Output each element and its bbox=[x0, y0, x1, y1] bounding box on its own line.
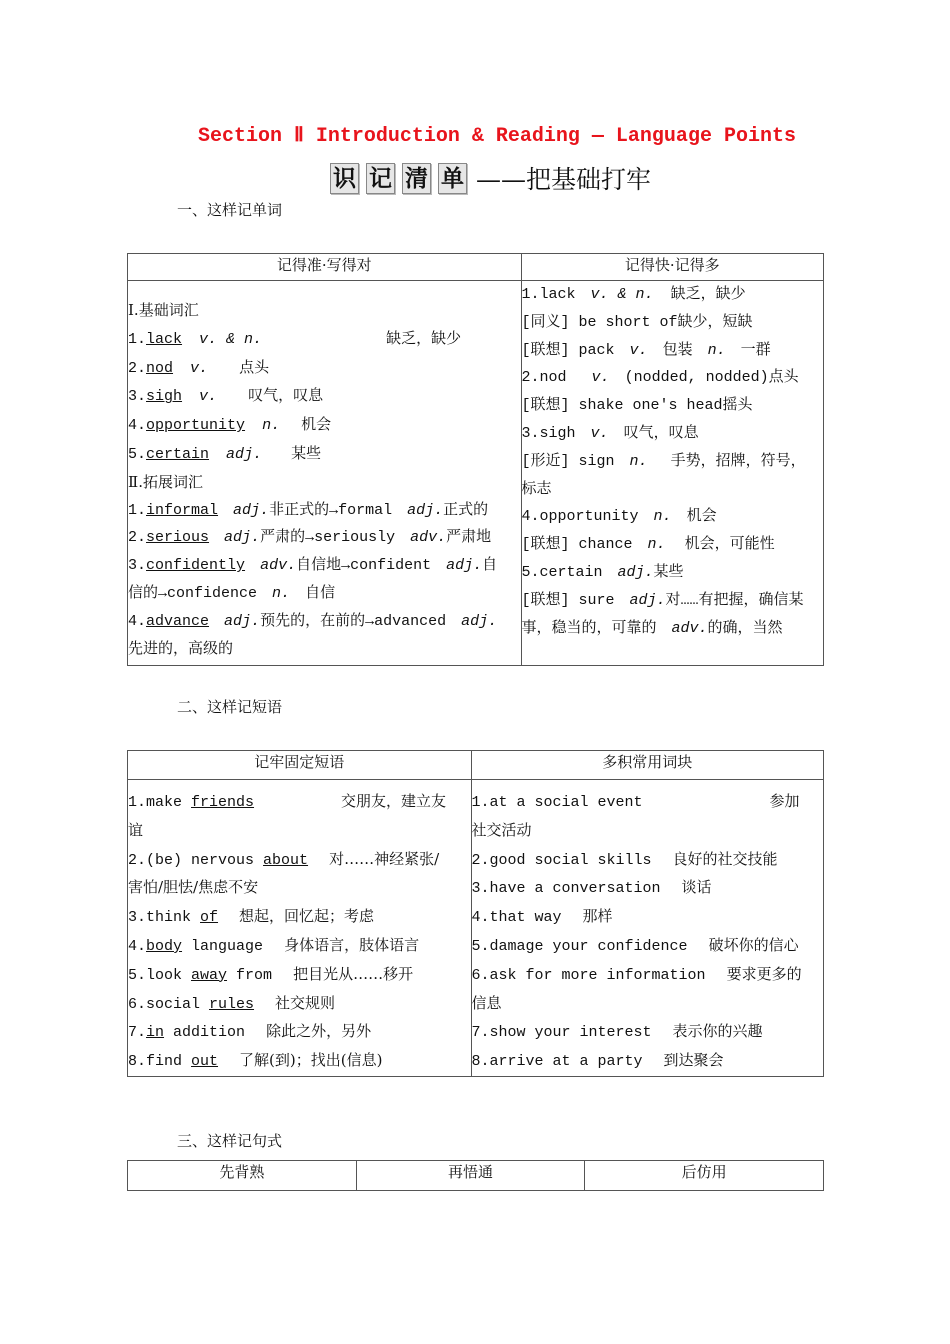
chunk-item bbox=[472, 788, 807, 846]
memo-line bbox=[522, 587, 807, 643]
phrase-item bbox=[128, 1047, 471, 1076]
meaning: 了解(到)；找出(信息) bbox=[239, 1051, 383, 1070]
pos: v. bbox=[190, 359, 209, 377]
meaning: 先进的，高级的 bbox=[128, 640, 234, 658]
meaning: 自信的→confidence bbox=[128, 557, 498, 602]
meaning: 机会 bbox=[686, 508, 717, 526]
ext-heading: Ⅱ.拓展词汇 bbox=[128, 472, 203, 491]
pos: n. bbox=[272, 584, 291, 602]
memo-text: [联想] sure bbox=[521, 591, 615, 609]
memo-line bbox=[522, 559, 824, 587]
phrase-text: from bbox=[227, 966, 273, 984]
meaning: 社交规则 bbox=[275, 993, 336, 1012]
pos: v. bbox=[629, 341, 648, 359]
vocab-col2-header: 记得快·记得多 bbox=[521, 254, 824, 281]
underlined-word: about bbox=[263, 851, 309, 869]
underlined-word: friends bbox=[191, 794, 255, 811]
phrase-table bbox=[127, 750, 824, 1077]
memo-line bbox=[522, 503, 824, 531]
pos: v. bbox=[591, 369, 610, 387]
vocab-item bbox=[128, 354, 521, 383]
meaning: 参加社交活动 bbox=[471, 792, 800, 839]
meaning: 对……神经紧张/害怕/胆怯/焦虑不安 bbox=[128, 849, 440, 897]
section-heading-phrases: 二、这样记短语 bbox=[177, 698, 283, 716]
pos: adj. bbox=[233, 501, 270, 519]
chunk-item bbox=[472, 874, 824, 903]
vocab-item bbox=[128, 552, 504, 608]
memo-line bbox=[522, 420, 824, 448]
meaning: 机会，可能性 bbox=[684, 536, 775, 554]
meaning: 点头 bbox=[239, 357, 270, 376]
meaning: 要求更多的信息 bbox=[471, 964, 802, 1012]
pos: v. & n. bbox=[590, 286, 654, 303]
underlined-word: of bbox=[200, 909, 219, 927]
phrase-item bbox=[128, 932, 471, 961]
phrase-right-cell bbox=[471, 780, 824, 1077]
vocab-item bbox=[128, 608, 504, 664]
memo-line bbox=[522, 337, 824, 365]
memo-line bbox=[522, 448, 807, 504]
sentence-col1-header: 先背熟 bbox=[128, 1161, 357, 1191]
pos: adj. bbox=[629, 591, 666, 609]
phrase-text: 6.social bbox=[128, 995, 210, 1013]
phrase-item bbox=[128, 1018, 471, 1047]
meaning: 缺乏，缺少 bbox=[670, 286, 746, 303]
pos: adj. bbox=[461, 612, 498, 630]
phrase-text: 8.find bbox=[128, 1053, 192, 1071]
item-num: 2. bbox=[128, 359, 147, 377]
chunk-phrase: 6.ask for more information bbox=[471, 966, 706, 984]
pos: n. bbox=[707, 341, 726, 359]
vocab-word: nod bbox=[146, 359, 174, 377]
phrase-item bbox=[128, 788, 454, 846]
chunk-phrase: 7.show your interest bbox=[471, 1024, 652, 1042]
vocab-word: serious bbox=[146, 529, 210, 547]
chunk-item bbox=[472, 903, 824, 932]
meaning: 自信地→confident bbox=[296, 557, 432, 575]
meaning: 除此之外，另外 bbox=[266, 1022, 372, 1041]
memo-text: 5.certain bbox=[521, 563, 603, 581]
memo-text: 2.nod bbox=[521, 369, 567, 387]
phrase-text: addition bbox=[164, 1024, 246, 1042]
meaning: 表示你的兴趣 bbox=[672, 1022, 763, 1041]
phrase-text: 2.(be) nervous bbox=[128, 851, 264, 869]
chunk-phrase: 2.good social skills bbox=[471, 851, 652, 869]
meaning: 想起，回忆起；考虑 bbox=[239, 907, 375, 926]
vocab-word: certain bbox=[146, 445, 210, 463]
meaning: 自信 bbox=[305, 584, 336, 602]
memo-text: [联想] chance bbox=[521, 536, 633, 554]
vocab-word: advance bbox=[146, 612, 210, 630]
vocab-word: informal bbox=[146, 501, 219, 519]
phrase-col2-header: 多积常用词块 bbox=[471, 751, 824, 780]
chunk-item bbox=[472, 1047, 824, 1076]
pos: v. & n. bbox=[199, 330, 263, 348]
meaning: 非正式的→formal bbox=[269, 501, 393, 519]
pos: adv. bbox=[260, 557, 297, 575]
meaning: 的确，当然 bbox=[707, 619, 783, 637]
boxed-char: 单 bbox=[438, 163, 467, 194]
section-heading-sentences: 三、这样记句式 bbox=[177, 1132, 283, 1150]
item-num: 1. bbox=[128, 330, 147, 348]
phrase-item bbox=[128, 903, 471, 932]
memo-line bbox=[522, 281, 824, 309]
meaning: 机会 bbox=[301, 415, 332, 434]
vocab-col1-header: 记得准·写得对 bbox=[128, 254, 522, 281]
sentence-col3-header: 后仿用 bbox=[585, 1161, 824, 1191]
underlined-word: body bbox=[146, 937, 183, 955]
vocab-word: opportunity bbox=[146, 417, 246, 435]
memo-line bbox=[522, 531, 824, 559]
meaning: (nodded, nodded)点头 bbox=[624, 369, 799, 387]
meaning: 叹气，叹息 bbox=[623, 424, 699, 442]
memo-text: [形近] sign bbox=[521, 452, 615, 470]
meaning: 包装 bbox=[662, 341, 693, 359]
phrase-text: 7. bbox=[128, 1024, 147, 1042]
meaning: 良好的社交技能 bbox=[672, 849, 778, 868]
page-title: Section Ⅱ Introduction & Reading — Language Points bbox=[198, 125, 796, 148]
phrase-left-cell bbox=[128, 780, 472, 1077]
pos: adj. bbox=[224, 612, 261, 630]
item-num: 4. bbox=[128, 417, 147, 435]
underlined-word: away bbox=[191, 966, 228, 984]
meaning: 对……有把握，确信某事，稳当的，可靠的 bbox=[521, 591, 804, 637]
vocab-table bbox=[127, 253, 824, 666]
vocab-item bbox=[128, 382, 521, 411]
meaning: 把目光从……移开 bbox=[293, 964, 414, 983]
chunk-item bbox=[472, 1018, 824, 1047]
memo-text: 4.opportunity bbox=[521, 508, 639, 526]
chunk-phrase: 1.at a social event bbox=[471, 794, 643, 811]
underlined-word: out bbox=[191, 1053, 219, 1071]
pos: n. bbox=[647, 536, 666, 554]
meaning: 到达聚会 bbox=[663, 1051, 724, 1070]
vocab-word: confidently bbox=[146, 557, 246, 575]
pos: adj. bbox=[224, 529, 261, 547]
chunk-item bbox=[472, 932, 824, 961]
pos: n. bbox=[262, 417, 281, 435]
pos: v. bbox=[199, 388, 218, 406]
chunk-phrase: 8.arrive at a party bbox=[471, 1053, 643, 1071]
vocab-item bbox=[128, 440, 521, 469]
pos: n. bbox=[629, 452, 648, 470]
underlined-word: rules bbox=[209, 995, 255, 1013]
section-heading-words: 一、这样记单词 bbox=[177, 201, 283, 219]
phrase-item bbox=[128, 990, 471, 1019]
boxed-char: 记 bbox=[366, 163, 395, 194]
item-num: 3. bbox=[128, 388, 147, 406]
memo-line bbox=[522, 364, 824, 392]
chunk-item bbox=[472, 846, 824, 875]
meaning: 严肃的→seriously bbox=[260, 529, 396, 547]
item-num: 3. bbox=[128, 557, 147, 575]
meaning: 手势，招牌，符号，标志 bbox=[521, 452, 806, 498]
phrase-item bbox=[128, 961, 471, 990]
phrase-text: language bbox=[182, 937, 264, 955]
meaning: 一群 bbox=[740, 341, 771, 359]
phrase-text: 1.make bbox=[128, 794, 192, 811]
pos: n. bbox=[653, 508, 672, 526]
item-num: 4. bbox=[128, 612, 147, 630]
sentence-col2-header: 再悟通 bbox=[356, 1161, 585, 1191]
pos: adj. bbox=[617, 563, 654, 581]
meaning: 正式的 bbox=[443, 501, 489, 519]
vocab-left-cell bbox=[128, 281, 522, 666]
meaning: 严肃地 bbox=[446, 529, 492, 547]
vocab-item bbox=[128, 497, 521, 525]
vocab-item bbox=[128, 411, 521, 440]
item-num: 2. bbox=[128, 529, 147, 547]
boxed-char: 清 bbox=[402, 163, 431, 194]
phrase-text: 3.think bbox=[128, 909, 201, 927]
page-subtitle bbox=[330, 160, 651, 196]
phrase-text: 4. bbox=[128, 937, 147, 955]
phrase-item bbox=[128, 846, 454, 904]
vocab-right-cell bbox=[521, 281, 824, 666]
meaning: 预先的，在前的→advanced bbox=[260, 612, 447, 630]
meaning: 那样 bbox=[582, 907, 613, 926]
meaning: 某些 bbox=[653, 563, 684, 581]
chunk-phrase: 3.have a conversation bbox=[471, 880, 661, 898]
phrase-text: 5.look bbox=[128, 966, 192, 984]
memo-line: [同义] be short of缺少，短缺 bbox=[521, 313, 753, 331]
item-num: 1. bbox=[128, 501, 147, 519]
pos: adj. bbox=[407, 501, 444, 519]
item-num: 5. bbox=[128, 445, 147, 463]
meaning: 谈话 bbox=[681, 878, 712, 897]
sentence-table bbox=[127, 1160, 824, 1191]
memo-text: [联想] pack bbox=[521, 341, 615, 359]
basic-heading: Ⅰ.基础词汇 bbox=[128, 301, 199, 319]
meaning: 缺乏，缺少 bbox=[386, 328, 462, 347]
vocab-item bbox=[128, 325, 521, 354]
chunk-phrase: 5.damage your confidence bbox=[471, 937, 688, 955]
pos: adj. bbox=[446, 557, 483, 575]
meaning: 某些 bbox=[291, 443, 322, 462]
memo-line: [联想] shake one's head摇头 bbox=[521, 397, 753, 415]
vocab-item bbox=[128, 524, 521, 552]
meaning: 叹气，叹息 bbox=[248, 386, 324, 405]
chunk-item bbox=[472, 961, 807, 1019]
pos: adv. bbox=[410, 529, 447, 547]
memo-text: 1.lack bbox=[521, 286, 576, 303]
underlined-word: in bbox=[146, 1024, 165, 1042]
pos: adv. bbox=[671, 619, 708, 637]
pos: v. bbox=[590, 424, 609, 442]
vocab-word: sigh bbox=[146, 388, 183, 406]
subtitle-text: ——把基础打牢 bbox=[476, 165, 652, 194]
meaning: 身体语言，肢体语言 bbox=[284, 935, 420, 954]
meaning: 破坏你的信心 bbox=[708, 935, 799, 954]
memo-text: 3.sigh bbox=[521, 424, 576, 442]
boxed-char: 识 bbox=[330, 163, 359, 194]
vocab-word: lack bbox=[146, 330, 183, 348]
chunk-phrase: 4.that way bbox=[471, 909, 562, 927]
pos: adj. bbox=[226, 445, 263, 463]
phrase-col1-header: 记牢固定短语 bbox=[128, 751, 472, 780]
meaning: 交朋友，建立友谊 bbox=[128, 792, 447, 839]
